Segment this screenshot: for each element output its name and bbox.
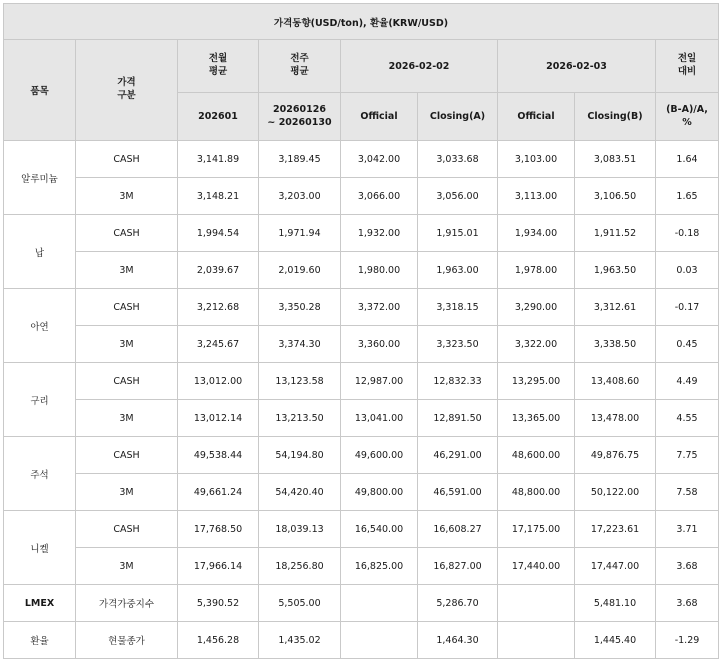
prev-month-cell: 3,141.89 [178,141,259,178]
type-cell: 3M [76,178,178,215]
type-cell: 3M [76,252,178,289]
official-2-cell: 17,440.00 [498,548,575,585]
price-trend-table [3,3,719,659]
prev-month-cell: 1,994.54 [178,215,259,252]
table-body [4,141,719,659]
item-cell: 구리 [4,363,76,437]
official-1-cell: 13,041.00 [341,400,418,437]
closing-b-cell: 17,447.00 [575,548,656,585]
closing-b-cell: 13,408.60 [575,363,656,400]
official-1-cell [341,622,418,659]
prev-week-cell: 54,420.40 [259,474,341,511]
change-cell: -1.29 [656,622,719,659]
header-item: 품목 [4,40,76,141]
official-1-cell: 49,600.00 [341,437,418,474]
official-2-cell: 13,295.00 [498,363,575,400]
closing-a-cell: 3,323.50 [418,326,498,363]
prev-month-cell: 49,538.44 [178,437,259,474]
closing-b-cell: 1,445.40 [575,622,656,659]
prev-week-cell: 5,505.00 [259,585,341,622]
closing-a-cell: 3,056.00 [418,178,498,215]
table-row [4,215,719,252]
official-2-cell [498,585,575,622]
table-row [4,363,719,400]
prev-month-cell: 1,456.28 [178,622,259,659]
type-cell: CASH [76,215,178,252]
table-row [4,400,719,437]
prev-week-cell: 2,019.60 [259,252,341,289]
prev-month-cell: 3,245.67 [178,326,259,363]
table-row [4,141,719,178]
table-row [4,289,719,326]
official-2-cell: 1,978.00 [498,252,575,289]
table-row [4,548,719,585]
item-cell: 납 [4,215,76,289]
prev-month-cell: 2,039.67 [178,252,259,289]
closing-b-cell: 3,083.51 [575,141,656,178]
prev-week-cell: 54,194.80 [259,437,341,474]
item-cell: 주석 [4,437,76,511]
official-2-cell: 48,600.00 [498,437,575,474]
item-cell: 환율 [4,622,76,659]
table-row [4,326,719,363]
item-cell: 알루미늄 [4,141,76,215]
official-1-cell: 49,800.00 [341,474,418,511]
closing-b-cell: 49,876.75 [575,437,656,474]
item-cell: LMEX [4,585,76,622]
table-title: 가격동향(USD/ton), 환율(KRW/USD) [4,4,719,40]
official-1-cell: 3,066.00 [341,178,418,215]
prev-week-cell: 3,350.28 [259,289,341,326]
official-2-cell: 3,103.00 [498,141,575,178]
type-cell: CASH [76,141,178,178]
type-cell: CASH [76,511,178,548]
prev-week-cell: 13,123.58 [259,363,341,400]
closing-a-cell: 1,464.30 [418,622,498,659]
closing-b-cell: 3,106.50 [575,178,656,215]
prev-month-cell: 3,212.68 [178,289,259,326]
change-cell: 4.49 [656,363,719,400]
closing-a-cell: 1,915.01 [418,215,498,252]
prev-week-cell: 18,256.80 [259,548,341,585]
header-prev-month: 전월 평균 [178,40,259,93]
closing-b-cell: 3,312.61 [575,289,656,326]
prev-week-cell: 18,039.13 [259,511,341,548]
table-row [4,252,719,289]
change-cell: -0.17 [656,289,719,326]
official-1-cell: 1,980.00 [341,252,418,289]
prev-month-cell: 49,661.24 [178,474,259,511]
official-1-cell: 16,825.00 [341,548,418,585]
change-cell: 3.68 [656,585,719,622]
closing-a-cell: 46,591.00 [418,474,498,511]
change-cell: 7.58 [656,474,719,511]
type-cell: 가격가중지수 [76,585,178,622]
official-1-cell: 1,932.00 [341,215,418,252]
prev-month-cell: 13,012.14 [178,400,259,437]
closing-b-cell: 1,911.52 [575,215,656,252]
closing-a-cell: 16,608.27 [418,511,498,548]
closing-a-cell: 3,033.68 [418,141,498,178]
official-2-cell: 1,934.00 [498,215,575,252]
table-row [4,511,719,548]
header-prev-week-period: 20260126 ~ 20260130 [259,93,341,141]
change-cell: 4.55 [656,400,719,437]
closing-a-cell: 12,832.33 [418,363,498,400]
closing-a-cell: 3,318.15 [418,289,498,326]
official-2-cell: 3,113.00 [498,178,575,215]
closing-a-cell: 16,827.00 [418,548,498,585]
closing-b-cell: 50,122.00 [575,474,656,511]
prev-month-cell: 17,768.50 [178,511,259,548]
change-cell: 0.03 [656,252,719,289]
change-cell: 1.64 [656,141,719,178]
prev-week-cell: 3,189.45 [259,141,341,178]
table-row [4,437,719,474]
header-official-1: Official [341,93,418,141]
header-change: 전일 대비 [656,40,719,93]
closing-b-cell: 5,481.10 [575,585,656,622]
official-1-cell: 3,360.00 [341,326,418,363]
official-1-cell: 3,372.00 [341,289,418,326]
header-closing-a: Closing(A) [418,93,498,141]
prev-month-cell: 3,148.21 [178,178,259,215]
change-cell: 7.75 [656,437,719,474]
type-cell: 3M [76,548,178,585]
type-cell: 3M [76,400,178,437]
type-cell: CASH [76,363,178,400]
type-cell: 3M [76,326,178,363]
change-cell: -0.18 [656,215,719,252]
prev-month-cell: 13,012.00 [178,363,259,400]
prev-week-cell: 3,374.30 [259,326,341,363]
official-1-cell: 16,540.00 [341,511,418,548]
header-date-2: 2026-02-03 [498,40,656,93]
official-1-cell: 12,987.00 [341,363,418,400]
type-cell: 3M [76,474,178,511]
prev-week-cell: 13,213.50 [259,400,341,437]
prev-month-cell: 17,966.14 [178,548,259,585]
header-price-type: 가격 구분 [76,40,178,141]
official-1-cell [341,585,418,622]
type-cell: CASH [76,289,178,326]
official-2-cell: 3,290.00 [498,289,575,326]
item-cell: 니켈 [4,511,76,585]
header-official-2: Official [498,93,575,141]
header-prev-month-period: 202601 [178,93,259,141]
type-cell: CASH [76,437,178,474]
type-cell: 현물종가 [76,622,178,659]
table-row [4,474,719,511]
closing-b-cell: 17,223.61 [575,511,656,548]
change-cell: 3.68 [656,548,719,585]
header-prev-week: 전주 평균 [259,40,341,93]
official-2-cell: 13,365.00 [498,400,575,437]
header-closing-b: Closing(B) [575,93,656,141]
change-cell: 1.65 [656,178,719,215]
closing-a-cell: 5,286.70 [418,585,498,622]
table-row [4,178,719,215]
prev-month-cell: 5,390.52 [178,585,259,622]
header-change-formula: (B-A)/A, % [656,93,719,141]
closing-b-cell: 13,478.00 [575,400,656,437]
closing-b-cell: 1,963.50 [575,252,656,289]
table-row [4,622,719,659]
official-2-cell: 3,322.00 [498,326,575,363]
official-2-cell: 17,175.00 [498,511,575,548]
closing-a-cell: 46,291.00 [418,437,498,474]
change-cell: 3.71 [656,511,719,548]
official-2-cell [498,622,575,659]
closing-a-cell: 1,963.00 [418,252,498,289]
item-cell: 아연 [4,289,76,363]
prev-week-cell: 3,203.00 [259,178,341,215]
closing-b-cell: 3,338.50 [575,326,656,363]
closing-a-cell: 12,891.50 [418,400,498,437]
header-date-1: 2026-02-02 [341,40,498,93]
official-1-cell: 3,042.00 [341,141,418,178]
official-2-cell: 48,800.00 [498,474,575,511]
table-row [4,585,719,622]
prev-week-cell: 1,971.94 [259,215,341,252]
prev-week-cell: 1,435.02 [259,622,341,659]
change-cell: 0.45 [656,326,719,363]
